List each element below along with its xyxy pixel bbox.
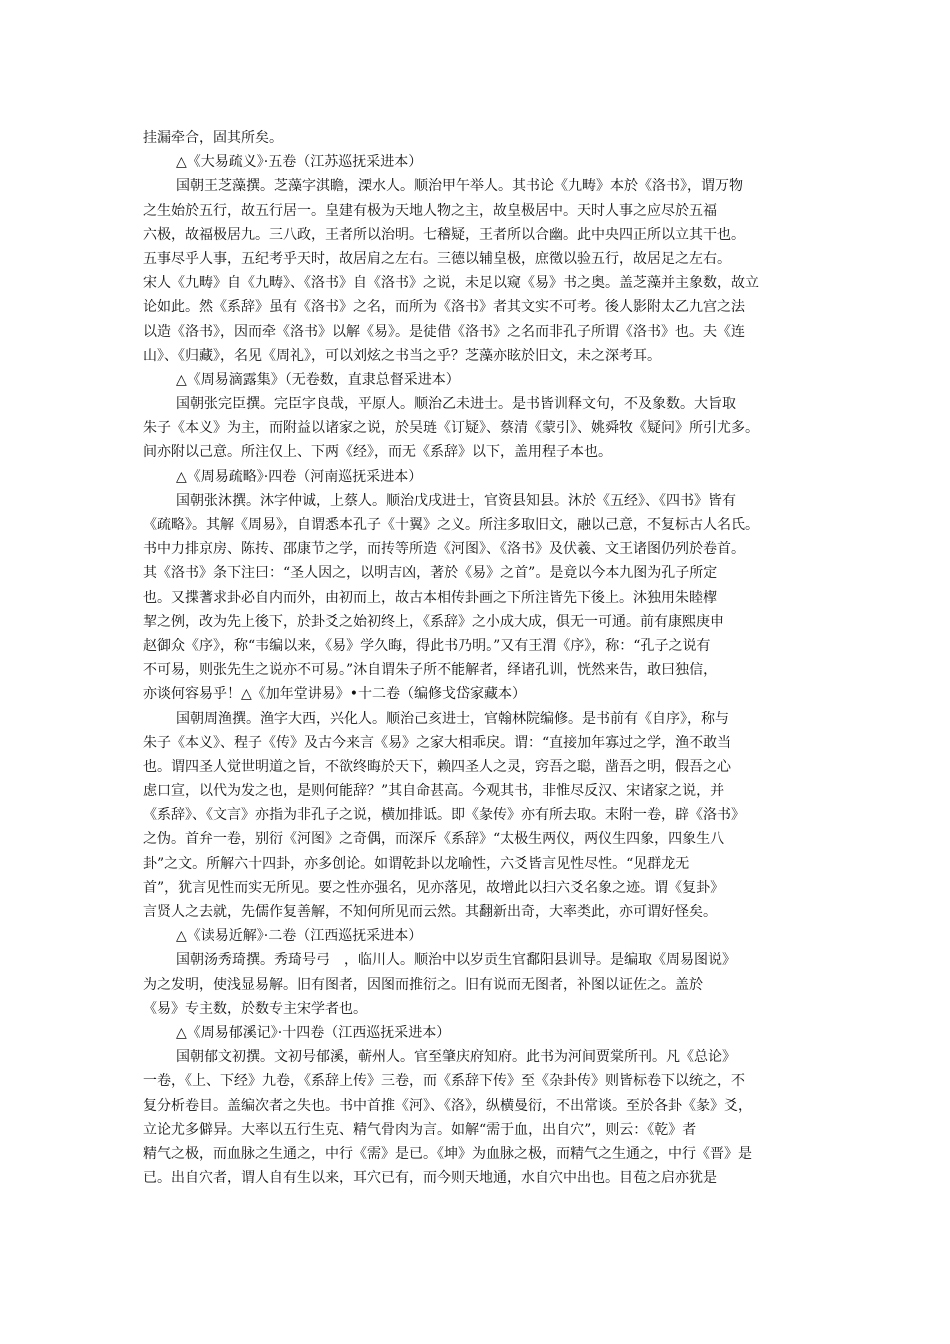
entry-title-line: △《周易郁溪记》·十四卷（江西巡抚采进本） — [176, 1024, 451, 1041]
text-line: 间亦附以己意。所注仅上、下两《经》，而无《系辞》以下，盖用程子本也。 — [143, 444, 612, 461]
text-line: 复分析卷目。盖编次者之失也。书中首推《河》、《洛》，纵横曼衍，不出常谈。至於各卦《彖》爻， — [143, 1097, 752, 1114]
text-line: 言贤人之去就，先儒作复善解，不知何所见而云然。其翻新出奇，大率类此，亦可谓好怪矣。 — [143, 904, 717, 920]
text-line: 《系辞》、《文言》亦指为非孔子之说，横加排诋。即《彖传》亦有所去取。末附一卷，辟《洛书》 — [143, 807, 745, 824]
text-line: 国朝王芝藻撰。芝藻字淇瞻，溧水人。顺治甲午举人。其书论《九畴》本於《洛书》，谓万物 — [176, 178, 743, 195]
text-line: 书中力排京房、陈抟、邵康节之学，而抟等所造《河图》、《洛书》及伏羲、文王诸图仍列於卷首。 — [143, 541, 745, 558]
text-line: 之伪。首弁一卷，别衍《河图》之奇偶，而深斥《系辞》“太极生两仪，两仪生四象，四象生八 — [143, 831, 725, 848]
text-line: 五事尽乎人事，五纪考乎天时，故居肩之左右。三德以辅皇极，庶徵以验五行，故居足之左右。 — [143, 250, 731, 267]
text-line: 也。谓四圣人觉世明道之旨，不欲终晦於天下，赖四圣人之灵，窍吾之聪，凿吾之明，假吾之心 — [143, 758, 731, 775]
text-line: 挂漏牵合，固其所矣。 — [143, 130, 283, 146]
text-line: 朱子《本义》、程子《传》及古今来言《易》之家大相乖戾。谓：“直接加年寡过之学，渔不敢当 — [143, 734, 732, 751]
text-line: 国朝张沐撰。沐字仲诚，上蔡人。顺治戊戌进士，官资县知县。沐於《五经》、《四书》皆有 — [176, 492, 736, 509]
text-line: 挈之例，改为先上後下，於卦爻之始初终上，《系辞》之小成大成，俱无一可通。前有康熙庚申 — [143, 613, 724, 630]
text-line: 立论尤多僻异。大率以五行生克、精气骨肉为言。如解“需于血，出自穴”，则云：《乾》者 — [143, 1121, 697, 1138]
text-line: 卦”之文。所解六十四卦，亦多创论。如谓乾卦以龙喻性，六爻皆言见性尽性。“见群龙无 — [143, 855, 690, 872]
document-text — [143, 126, 811, 1190]
text-line: 为之发明，使浅显易解。旧有图者，因图而推衍之。旧有说而无图者，补图以证佐之。盖於 — [143, 976, 703, 993]
text-line: 精气之极，而血脉之生通之，中行《需》是已。《坤》为血脉之极，而精气之生通之，中行《晋》是 — [143, 1145, 752, 1162]
text-line: 《疏略》。其解《周易》，自谓悉本孔子《十翼》之义。所注多取旧文，融以己意，不复标古人名氏。 — [143, 517, 759, 533]
text-line: 其《洛书》条下注曰：“圣人因之，以明吉凶，著於《易》之首”。是竟以今本九图为孔子所定 — [143, 565, 718, 582]
text-line: 以造《洛书》，因而牵《洛书》以解《易》。是徒借《洛书》之名而非孔子所谓《洛书》也。夫《连 — [143, 323, 745, 340]
text-line: 朱子《本义》为主，而附益以诸家之说，於吴琏《订疑》、蔡清《蒙引》、姚舜牧《疑问》所引尤多。 — [143, 420, 759, 437]
text-line: 不可易，则张先生之说亦不可易。”沐自谓朱子所不能解者，绎诸孔训，恍然来告，敢曰独信， — [143, 662, 718, 679]
entry-title-line: △《周易滴露集》（无卷数，直隶总督采进本） — [176, 371, 460, 388]
text-line: 六极，故福极居九。三八政，王者所以治明。七稽疑，王者所以合幽。此中央四正所以立其干也。 — [143, 226, 745, 243]
text-line: 已。出自穴者，谓人自有生以来，耳穴已有，而今则天地通，水自穴中出也。目苞之启亦犹是 — [143, 1170, 717, 1187]
text-line: 国朝周渔撰。渔字大西，兴化人。顺治己亥进士，官翰林院编修。是书前有《自序》，称与 — [176, 710, 729, 727]
text-line: 也。又揲蓍求卦必自内而外，由初而上，故古本相传卦画之下所注皆先下後上。沐独用朱睦㮮 — [143, 589, 717, 606]
text-line: 国朝汤秀琦撰。秀琦号弓 ，临川人。顺治中以岁贡生官鄱阳县训导。是编取《周易图说》 — [176, 952, 736, 969]
entry-title-line: △《大易疏义》·五卷（江苏巡抚采进本） — [176, 154, 423, 171]
text-line: 首”，犹言见性而实无所见。要之性亦强名，见亦落见，故增此以扫六爻名象之迹。谓《复卦》 — [143, 879, 725, 896]
text-line: 国朝郁文初撰。文初号郁溪，蕲州人。官至肇庆府知府。此书为河间贾棠所刊。凡《总论》 — [176, 1049, 736, 1066]
entry-title-line: △《读易近解》·二卷（江西巡抚采进本） — [176, 928, 423, 945]
text-line: 亦谈何容易乎！△《加年堂讲易》•十二卷（编修戈岱家藏本） — [143, 686, 527, 703]
text-line: 宋人《九畴》自《九畴》、《洛书》自《洛书》之说，未足以窥《易》书之奥。盖芝藻并主象数，故立 — [143, 275, 759, 292]
text-line: 赵御众《序》，称“韦编以来，《易》学久晦，得此书乃明。”又有王渭《序》，称：“孔子之说有 — [143, 637, 711, 654]
text-line: 山》、《归藏》，名见《周礼》，可以刘炫之书当之乎？芝藻亦眩於旧文，未之深考耳。 — [143, 347, 661, 364]
text-line: 虑口宣，以代为发之也，是则何能辞？”其自命甚高。今观其书，非惟尽反汉、宋诸家之说，并 — [143, 783, 725, 800]
text-line: 之生始於五行，故五行居一。皇建有极为天地人物之主，故皇极居中。天时人事之应尽於五福 — [143, 202, 717, 219]
text-line: 论如此。然《系辞》虽有《洛书》之名，而所为《洛书》者其文实不可考。後人影附太乙九宫之法 — [143, 299, 745, 316]
entry-title-line: △《周易疏略》·四卷（河南巡抚采进本） — [176, 468, 423, 485]
text-line: 《易》专主数，於数专主宋学者也。 — [143, 1000, 367, 1017]
text-line: 国朝张完臣撰。完臣字良哉，平原人。顺治乙未进士。是书皆训释文句，不及象数。大旨取 — [176, 396, 736, 413]
text-line: 一卷，《上、下经》九卷，《系辞上传》三卷，而《系辞下传》至《杂卦传》则皆标卷下以统之，不 — [143, 1073, 745, 1090]
